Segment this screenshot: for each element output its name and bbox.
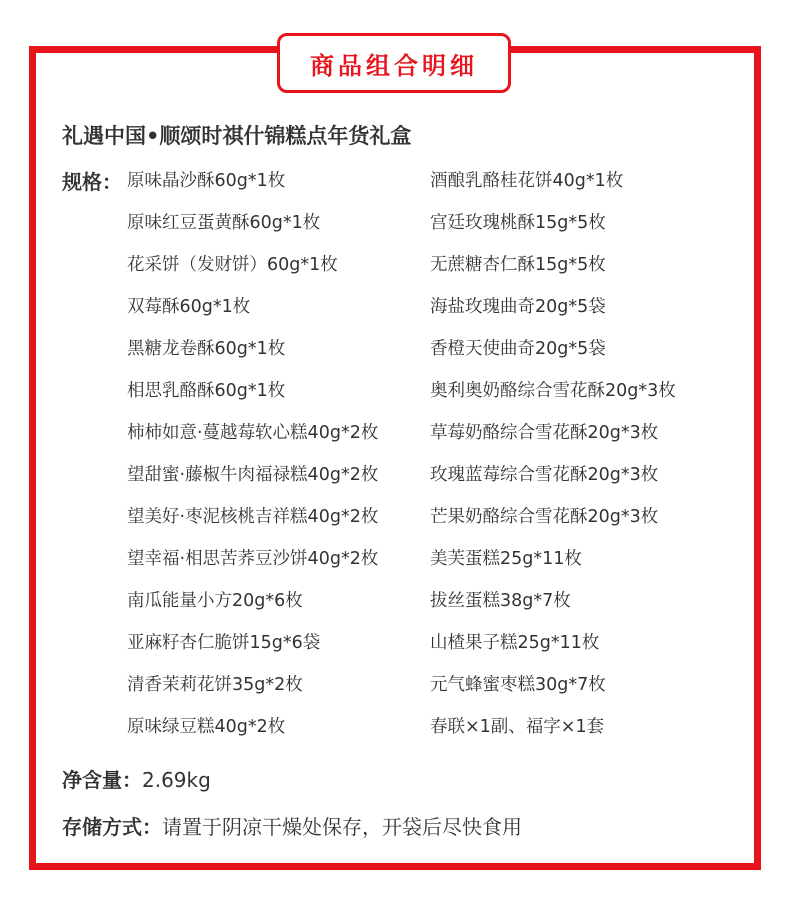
spec-item: 原味绿豆糕40g*2枚 [127, 717, 286, 737]
spec-item: 黑糖龙卷酥60g*1枚 [127, 339, 286, 359]
spec-item: 花采饼（发财饼）60g*1枚 [127, 255, 338, 275]
spec-item: 柿柿如意·蔓越莓软心糕40g*2枚 [127, 423, 379, 443]
spec-item: 美芙蛋糕25g*11枚 [430, 549, 582, 569]
spec-item: 亚麻籽杏仁脆饼15g*6袋 [127, 633, 321, 653]
spec-item: 海盐玫瑰曲奇20g*5袋 [430, 297, 606, 317]
spec-item: 玫瑰蓝莓综合雪花酥20g*3枚 [430, 465, 659, 485]
spec-item: 望美好·枣泥核桃吉祥糕40g*2枚 [127, 507, 379, 527]
section-title-box [277, 33, 511, 93]
product-name: 礼遇中国•顺颂时祺什锦糕点年货礼盒 [62, 124, 412, 148]
spec-item: 酒酿乳酪桂花饼40g*1枚 [430, 171, 624, 191]
spec-list-right [430, 168, 676, 756]
spec-item: 草莓奶酪综合雪花酥20g*3枚 [430, 423, 659, 443]
spec-list-left [127, 168, 378, 756]
spec-item: 香橙天使曲奇20g*5袋 [430, 339, 606, 359]
section-title: 商品组合明细 [310, 51, 478, 80]
net-weight-value: 2.69kg [142, 768, 211, 792]
spec-item: 南瓜能量小方20g*6枚 [127, 591, 303, 611]
storage-row [62, 811, 522, 840]
spec-label: 规格： [62, 170, 122, 194]
spec-item: 原味红豆蛋黄酥60g*1枚 [127, 213, 321, 233]
storage-label: 存储方式： [62, 815, 162, 839]
spec-item: 望幸福·相思苦荞豆沙饼40g*2枚 [127, 549, 379, 569]
storage-value: 请置于阴凉干燥处保存，开袋后尽快食用 [162, 815, 522, 839]
spec-item: 元气蜂蜜枣糕30g*7枚 [430, 675, 606, 695]
spec-item: 望甜蜜·藤椒牛肉福禄糕40g*2枚 [127, 465, 379, 485]
spec-item: 拔丝蛋糕38g*7枚 [430, 591, 571, 611]
spec-item: 原味晶沙酥60g*1枚 [127, 171, 286, 191]
spec-item: 山楂果子糕25g*11枚 [430, 633, 600, 653]
net-weight-label: 净含量： [62, 768, 142, 792]
spec-item: 无蔗糖杏仁酥15g*5枚 [430, 255, 606, 275]
spec-item: 相思乳酪酥60g*1枚 [127, 381, 286, 401]
spec-item: 双莓酥60g*1枚 [127, 297, 251, 317]
spec-item: 芒果奶酪综合雪花酥20g*3枚 [430, 507, 659, 527]
spec-item: 宫廷玫瑰桃酥15g*5枚 [430, 213, 606, 233]
spec-item: 春联×1副、福字×1套 [430, 717, 605, 737]
spec-item: 奥利奥奶酪综合雪花酥20g*3枚 [430, 381, 676, 401]
spec-item: 清香茉莉花饼35g*2枚 [127, 675, 303, 695]
net-weight-row [62, 764, 211, 793]
